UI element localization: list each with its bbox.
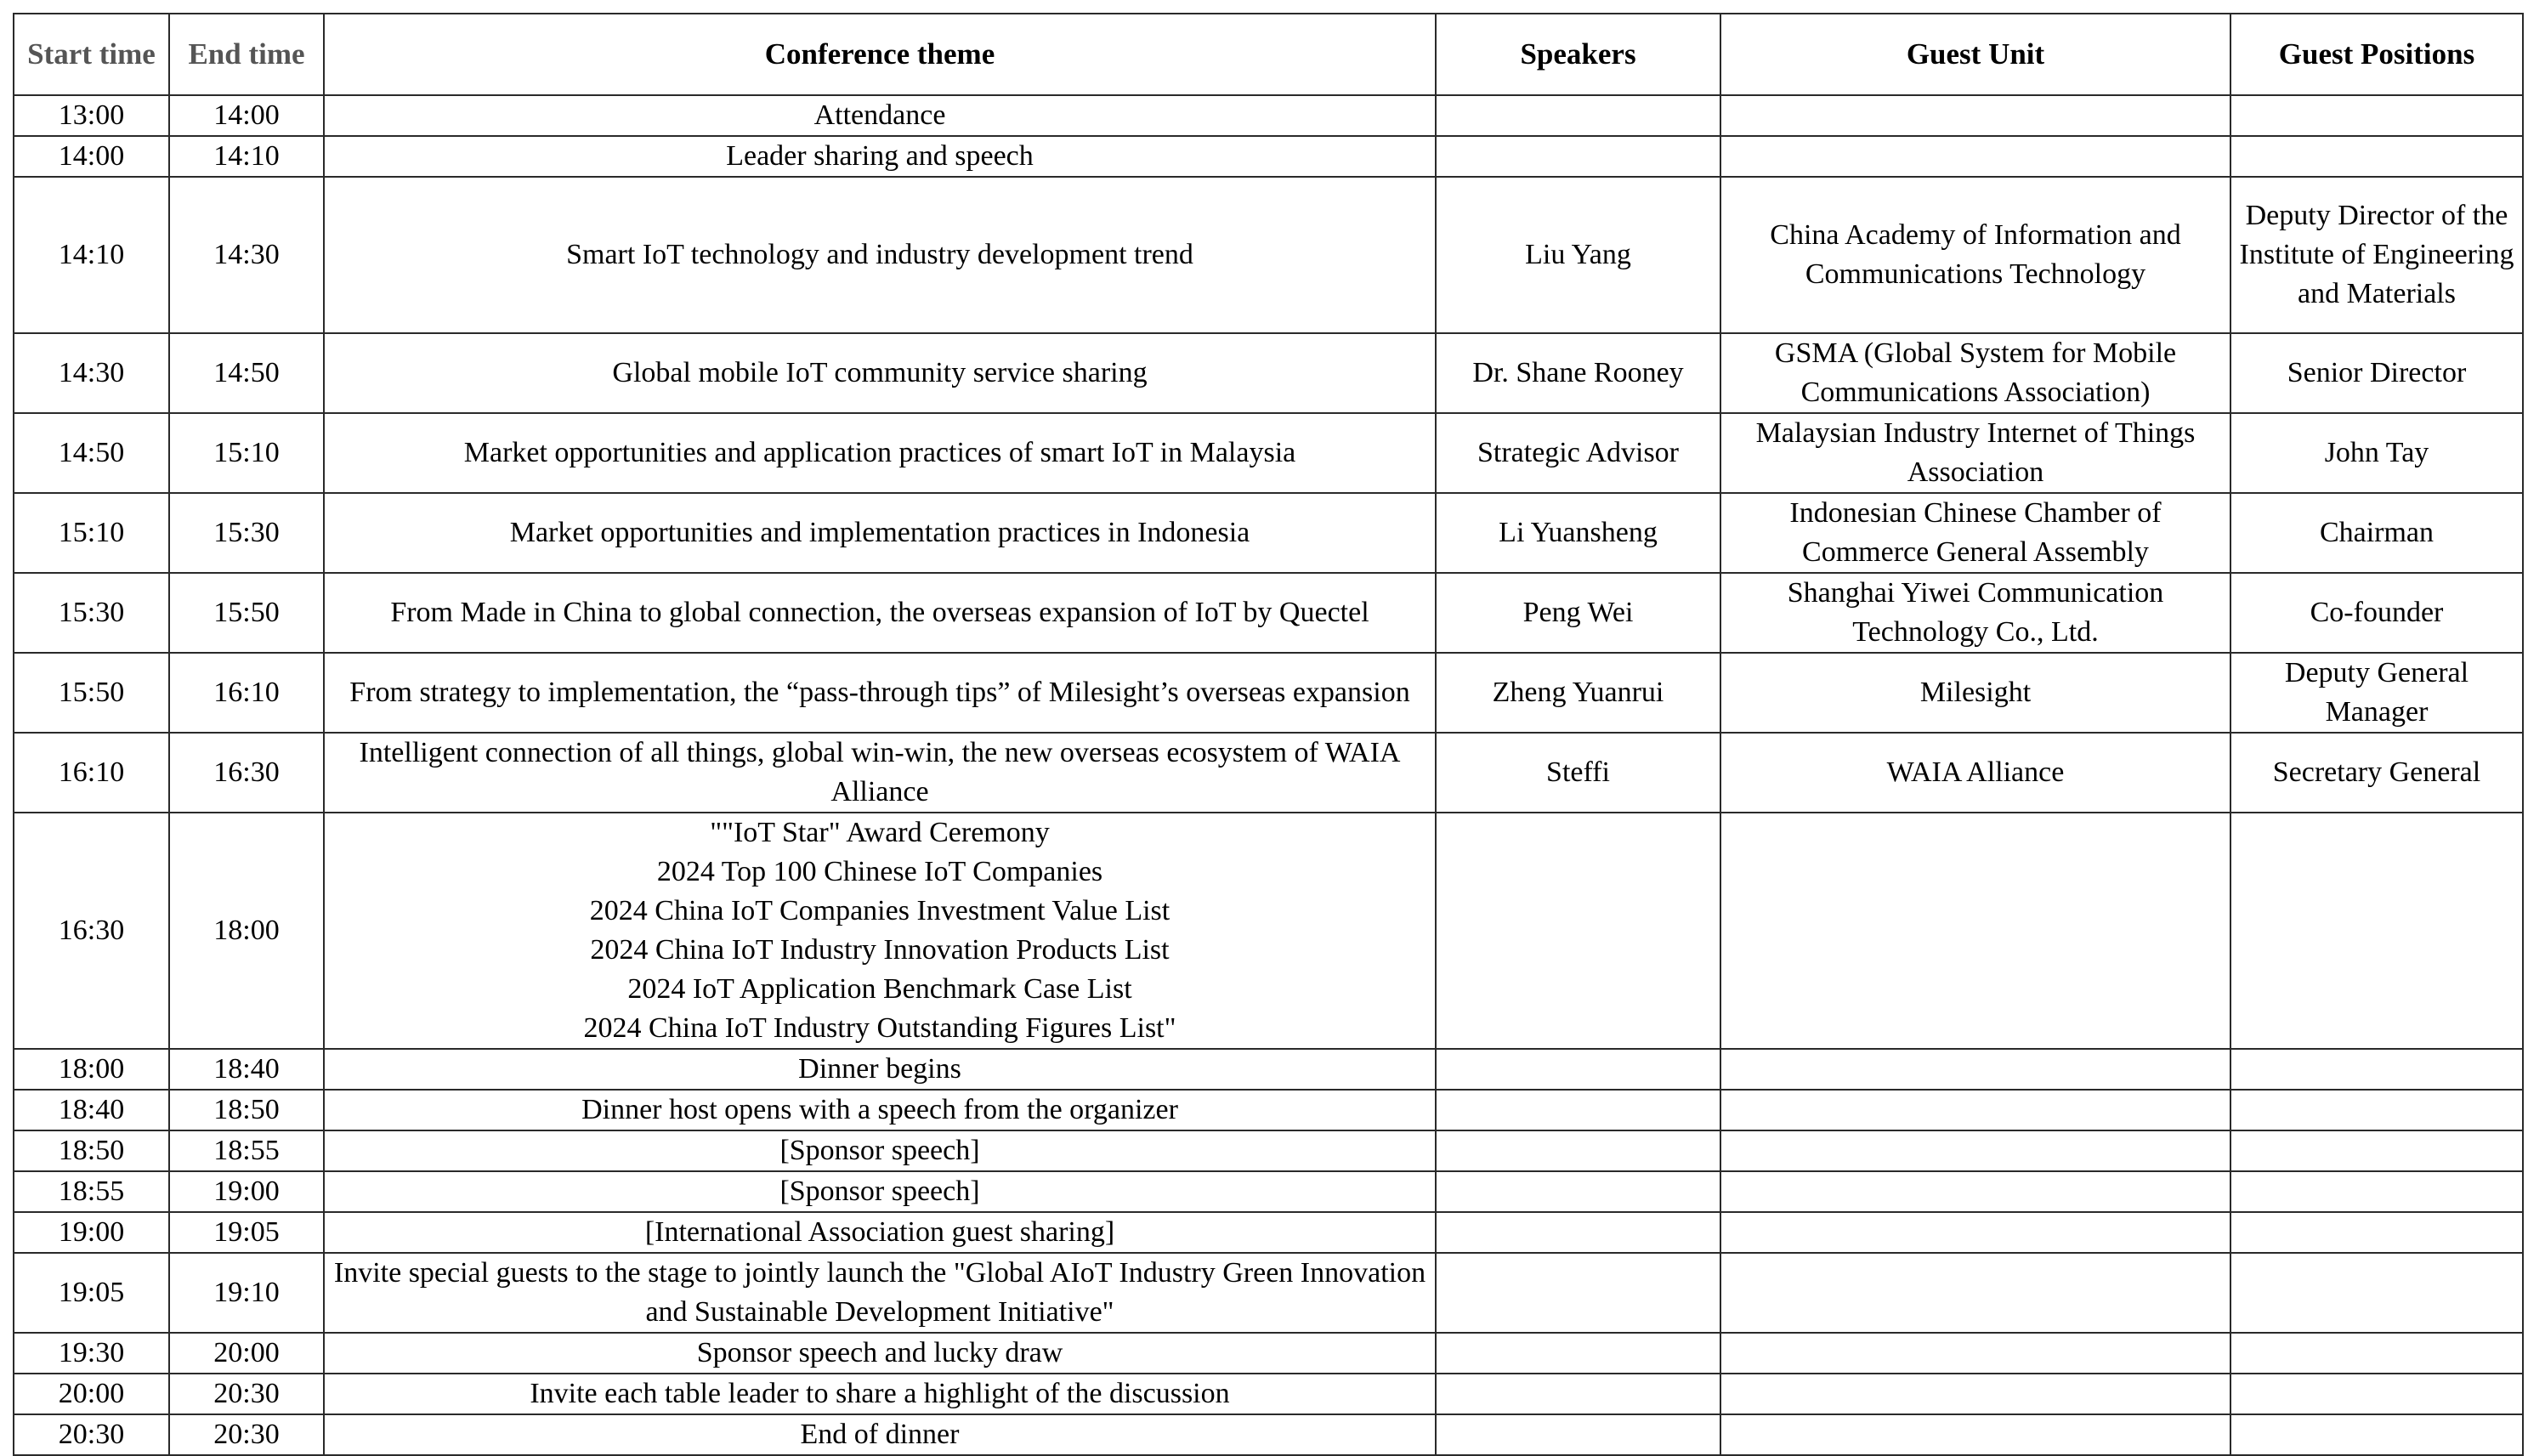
- end-time-cell: 15:50: [169, 573, 324, 653]
- start-time-cell: 14:30: [14, 333, 169, 413]
- guest-unit-cell: Indonesian Chinese Chamber of Commerce General Assembly: [1720, 493, 2230, 573]
- start-time-cell: 19:30: [14, 1333, 169, 1374]
- header-conference-theme: Conference theme: [324, 14, 1436, 95]
- theme-cell: Attendance: [324, 95, 1436, 136]
- guest-unit-cell: [1720, 1090, 2230, 1130]
- guest-position-cell: Senior Director: [2230, 333, 2523, 413]
- theme-cell: Leader sharing and speech: [324, 136, 1436, 177]
- header-start-time: Start time: [14, 14, 169, 95]
- guest-position-cell: [2230, 1253, 2523, 1333]
- guest-unit-cell: [1720, 1049, 2230, 1090]
- theme-line: 2024 China IoT Companies Investment Value List: [589, 895, 1170, 926]
- guest-unit-cell: Milesight: [1720, 653, 2230, 733]
- speaker-cell: [1436, 813, 1720, 1049]
- end-time-cell: 18:50: [169, 1090, 324, 1130]
- speaker-cell: [1436, 1212, 1720, 1253]
- guest-position-cell: John Tay: [2230, 413, 2523, 493]
- start-time-cell: 16:30: [14, 813, 169, 1049]
- end-time-cell: 15:10: [169, 413, 324, 493]
- agenda-row: [14, 1253, 2523, 1333]
- speaker-cell: Peng Wei: [1436, 573, 1720, 653]
- end-time-cell: 19:00: [169, 1171, 324, 1212]
- header-row: [14, 14, 2523, 95]
- theme-line: 2024 IoT Application Benchmark Case List: [627, 973, 1132, 1005]
- agenda-row: [14, 1130, 2523, 1171]
- guest-unit-cell: [1720, 1130, 2230, 1171]
- theme-cell: Market opportunities and implementation practices in Indonesia: [324, 493, 1436, 573]
- guest-unit-cell: [1720, 136, 2230, 177]
- end-time-cell: 16:30: [169, 733, 324, 813]
- guest-position-cell: Secretary General: [2230, 733, 2523, 813]
- guest-position-cell: Co-founder: [2230, 573, 2523, 653]
- speaker-cell: Zheng Yuanrui: [1436, 653, 1720, 733]
- guest-position-cell: [2230, 136, 2523, 177]
- theme-cell: Invite each table leader to share a highlight of the discussion: [324, 1374, 1436, 1414]
- theme-cell: [Sponsor speech]: [324, 1130, 1436, 1171]
- theme-line: 2024 Top 100 Chinese IoT Companies: [656, 856, 1103, 887]
- agenda-row: [14, 733, 2523, 813]
- header-guest-unit: Guest Unit: [1720, 14, 2230, 95]
- guest-position-cell: [2230, 1049, 2523, 1090]
- end-time-cell: 14:30: [169, 177, 324, 333]
- start-time-cell: 15:50: [14, 653, 169, 733]
- guest-unit-cell: [1720, 813, 2230, 1049]
- theme-cell: [International Association guest sharing]: [324, 1212, 1436, 1253]
- guest-unit-cell: [1720, 1171, 2230, 1212]
- agenda-row: [14, 1090, 2523, 1130]
- start-time-cell: 18:55: [14, 1171, 169, 1212]
- guest-position-cell: [2230, 813, 2523, 1049]
- agenda-body: [14, 95, 2523, 1455]
- agenda-row: [14, 493, 2523, 573]
- theme-line: 2024 China IoT Industry Outstanding Figures List": [583, 1012, 1176, 1044]
- guest-unit-cell: China Academy of Information and Communications Technology: [1720, 177, 2230, 333]
- agenda-row: [14, 136, 2523, 177]
- guest-unit-cell: [1720, 1253, 2230, 1333]
- guest-unit-cell: [1720, 95, 2230, 136]
- end-time-cell: 14:10: [169, 136, 324, 177]
- theme-line: 2024 China IoT Industry Innovation Products List: [590, 934, 1170, 966]
- theme-cell: Dinner host opens with a speech from the organizer: [324, 1090, 1436, 1130]
- start-time-cell: 14:00: [14, 136, 169, 177]
- guest-position-cell: [2230, 1374, 2523, 1414]
- theme-cell: End of dinner: [324, 1414, 1436, 1455]
- speaker-cell: [1436, 1090, 1720, 1130]
- start-time-cell: 14:50: [14, 413, 169, 493]
- theme-cell: Dinner begins: [324, 1049, 1436, 1090]
- end-time-cell: 18:00: [169, 813, 324, 1049]
- guest-position-cell: Chairman: [2230, 493, 2523, 573]
- guest-unit-cell: Shanghai Yiwei Communication Technology Co., Ltd.: [1720, 573, 2230, 653]
- guest-position-cell: [2230, 1333, 2523, 1374]
- theme-cell: Sponsor speech and lucky draw: [324, 1333, 1436, 1374]
- theme-line: ""IoT Star" Award Ceremony: [710, 817, 1050, 848]
- agenda-row: [14, 1049, 2523, 1090]
- guest-position-cell: [2230, 1171, 2523, 1212]
- agenda-row: [14, 413, 2523, 493]
- agenda-row: [14, 1171, 2523, 1212]
- guest-unit-cell: [1720, 1212, 2230, 1253]
- guest-position-cell: [2230, 1212, 2523, 1253]
- end-time-cell: 14:00: [169, 95, 324, 136]
- start-time-cell: 13:00: [14, 95, 169, 136]
- start-time-cell: 20:30: [14, 1414, 169, 1455]
- header-speakers: Speakers: [1436, 14, 1720, 95]
- speaker-cell: Strategic Advisor: [1436, 413, 1720, 493]
- end-time-cell: 19:05: [169, 1212, 324, 1253]
- guest-position-cell: [2230, 1414, 2523, 1455]
- start-time-cell: 20:00: [14, 1374, 169, 1414]
- theme-cell: Global mobile IoT community service sharing: [324, 333, 1436, 413]
- theme-cell: From strategy to implementation, the “pass-through tips” of Milesight’s overseas expansion: [324, 653, 1436, 733]
- agenda-row: [14, 1333, 2523, 1374]
- speaker-cell: Liu Yang: [1436, 177, 1720, 333]
- end-time-cell: 20:00: [169, 1333, 324, 1374]
- guest-unit-cell: Malaysian Industry Internet of Things Association: [1720, 413, 2230, 493]
- end-time-cell: 18:40: [169, 1049, 324, 1090]
- theme-cell: From Made in China to global connection, the overseas expansion of IoT by Quectel: [324, 573, 1436, 653]
- header-guest-positions: Guest Positions: [2230, 14, 2523, 95]
- agenda-row: [14, 573, 2523, 653]
- start-time-cell: 15:30: [14, 573, 169, 653]
- start-time-cell: 19:05: [14, 1253, 169, 1333]
- end-time-cell: 20:30: [169, 1414, 324, 1455]
- end-time-cell: 14:50: [169, 333, 324, 413]
- agenda-row: [14, 333, 2523, 413]
- agenda-row: [14, 177, 2523, 333]
- guest-unit-cell: [1720, 1333, 2230, 1374]
- guest-position-cell: Deputy Director of the Institute of Engineering and Materials: [2230, 177, 2523, 333]
- start-time-cell: 19:00: [14, 1212, 169, 1253]
- header-end-time: End time: [169, 14, 324, 95]
- speaker-cell: Dr. Shane Rooney: [1436, 333, 1720, 413]
- start-time-cell: 16:10: [14, 733, 169, 813]
- speaker-cell: [1436, 1374, 1720, 1414]
- theme-cell: Invite special guests to the stage to jointly launch the "Global AIoT Industry Green Innovation and Sustainable Development Initiative": [324, 1253, 1436, 1333]
- speaker-cell: [1436, 1049, 1720, 1090]
- theme-cell: [324, 813, 1436, 1049]
- guest-position-cell: [2230, 1130, 2523, 1171]
- agenda-row: [14, 1212, 2523, 1253]
- speaker-cell: Steffi: [1436, 733, 1720, 813]
- guest-position-cell: [2230, 95, 2523, 136]
- speaker-cell: [1436, 1171, 1720, 1212]
- agenda-row: [14, 813, 2523, 1049]
- agenda-row: [14, 95, 2523, 136]
- guest-unit-cell: GSMA (Global System for Mobile Communications Association): [1720, 333, 2230, 413]
- agenda-row: [14, 653, 2523, 733]
- end-time-cell: 20:30: [169, 1374, 324, 1414]
- speaker-cell: Li Yuansheng: [1436, 493, 1720, 573]
- start-time-cell: 15:10: [14, 493, 169, 573]
- theme-cell: [Sponsor speech]: [324, 1171, 1436, 1212]
- speaker-cell: [1436, 136, 1720, 177]
- agenda-row: [14, 1374, 2523, 1414]
- theme-cell: Market opportunities and application practices of smart IoT in Malaysia: [324, 413, 1436, 493]
- guest-unit-cell: WAIA Alliance: [1720, 733, 2230, 813]
- guest-unit-cell: [1720, 1374, 2230, 1414]
- agenda-row: [14, 1414, 2523, 1455]
- start-time-cell: 14:10: [14, 177, 169, 333]
- speaker-cell: [1436, 95, 1720, 136]
- guest-position-cell: Deputy General Manager: [2230, 653, 2523, 733]
- end-time-cell: 15:30: [169, 493, 324, 573]
- speaker-cell: [1436, 1253, 1720, 1333]
- speaker-cell: [1436, 1414, 1720, 1455]
- theme-cell: Smart IoT technology and industry development trend: [324, 177, 1436, 333]
- speaker-cell: [1436, 1130, 1720, 1171]
- start-time-cell: 18:50: [14, 1130, 169, 1171]
- guest-position-cell: [2230, 1090, 2523, 1130]
- guest-unit-cell: [1720, 1414, 2230, 1455]
- end-time-cell: 19:10: [169, 1253, 324, 1333]
- end-time-cell: 18:55: [169, 1130, 324, 1171]
- end-time-cell: 16:10: [169, 653, 324, 733]
- start-time-cell: 18:00: [14, 1049, 169, 1090]
- start-time-cell: 18:40: [14, 1090, 169, 1130]
- theme-cell: Intelligent connection of all things, global win-win, the new overseas ecosystem of WAIA Alliance: [324, 733, 1436, 813]
- speaker-cell: [1436, 1333, 1720, 1374]
- agenda-table: [13, 13, 2524, 1456]
